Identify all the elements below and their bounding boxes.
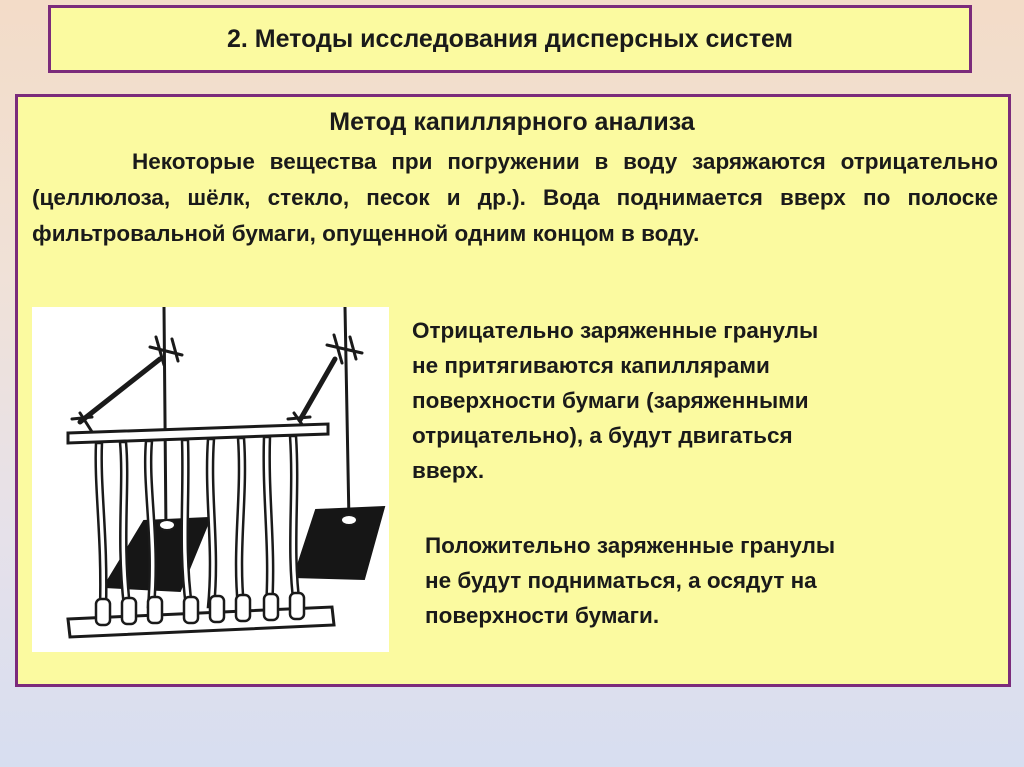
method-heading: Метод капиллярного анализа: [329, 108, 695, 136]
intro-paragraph: Некоторые вещества при погружении в воду заряжаются отрицательно (целлюлоза, шёлк, стекло, песок и др.). Вода поднимается вверх по полоске фильтровальной бумаги, опущенной одним концом в воду.: [32, 149, 998, 246]
negative-line-3: поверхности бумаги (заряженными: [412, 388, 809, 413]
slide-title: 2. Методы исследования дисперсных систем: [226, 24, 794, 53]
positive-granules-paragraph: [425, 528, 985, 633]
negative-line-4: отрицательно), а будут двигаться: [412, 423, 793, 448]
negative-line-5: вверх.: [412, 458, 485, 483]
positive-line-1: Положительно заряженные гранулы: [425, 533, 836, 558]
negative-line-2: не притягиваются капиллярами: [412, 353, 770, 378]
positive-line-2: не будут подниматься, а осядут на: [425, 568, 817, 593]
negative-granules-paragraph: [412, 313, 972, 488]
positive-line-3: поверхности бумаги.: [425, 603, 660, 628]
title-box: [48, 5, 972, 73]
negative-line-1: Отрицательно заряженные гранулы: [412, 318, 819, 343]
capillary-apparatus-illustration: [32, 307, 389, 652]
